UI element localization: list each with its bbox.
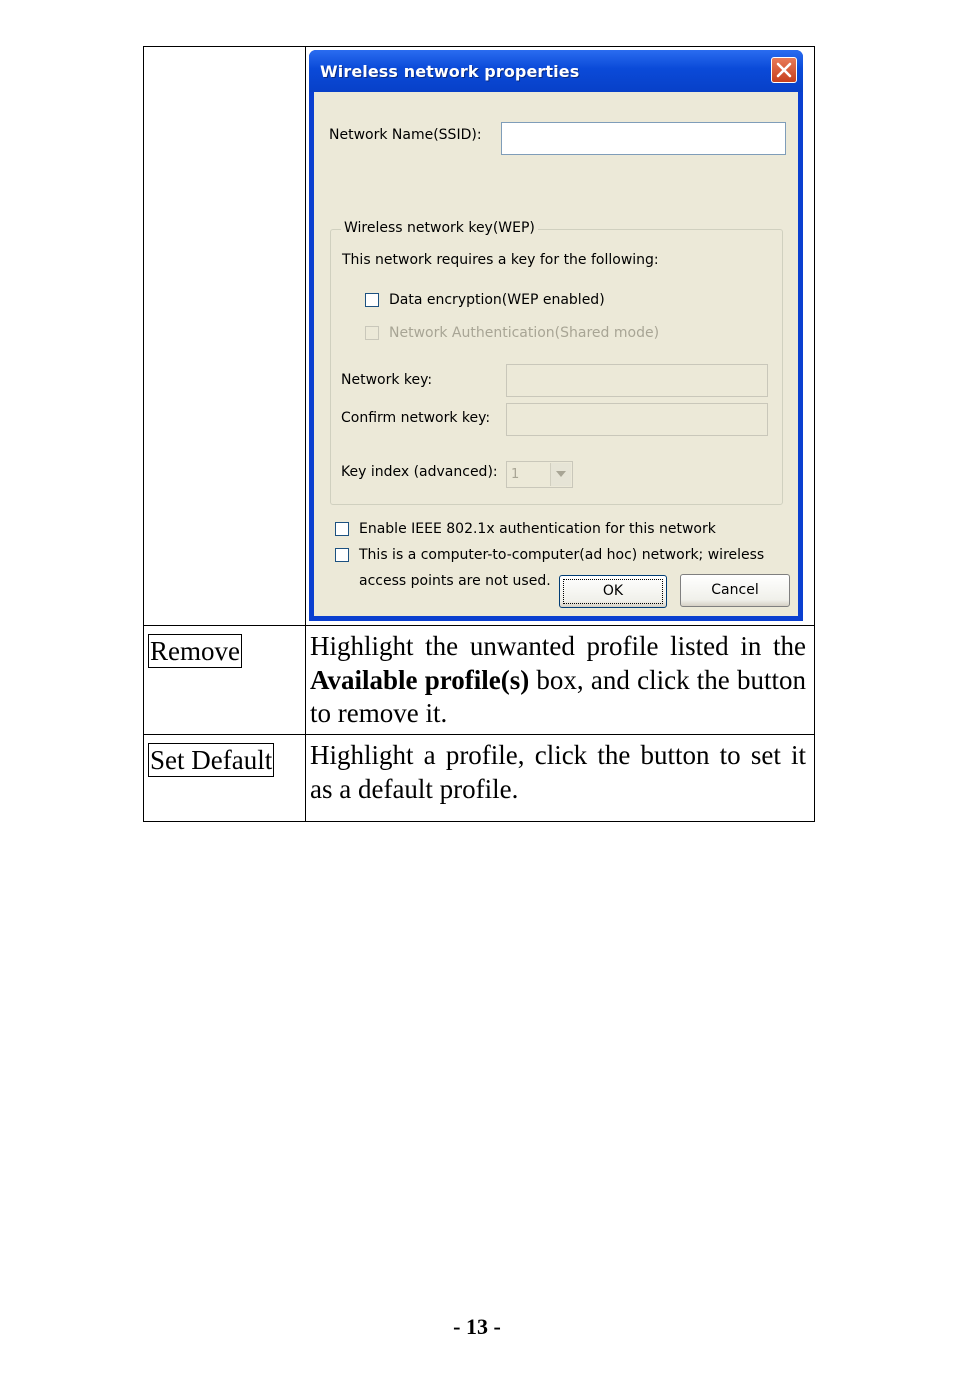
remove-description: [310, 630, 806, 731]
adhoc-checkbox[interactable]: [335, 548, 349, 562]
row-divider: [144, 734, 814, 735]
ok-label: OK: [602, 583, 624, 599]
ssid-input[interactable]: [501, 122, 786, 155]
wep-group-title: Wireless network key(WEP): [341, 220, 538, 236]
confirm-key-input[interactable]: [506, 403, 768, 436]
data-encryption-label: Data encryption(WEP enabled): [389, 292, 605, 308]
remove-desc-text-end: box, and click the button to remove it.: [310, 664, 806, 728]
key-index-dropdown-button[interactable]: [550, 463, 571, 486]
confirm-key-label: Confirm network key:: [341, 410, 491, 426]
adhoc-label-line2: access points are not used.: [359, 573, 551, 589]
dialog-client-area: [314, 92, 798, 616]
network-auth-label: Network Authentication(Shared mode): [389, 325, 660, 341]
remove-desc-text: Highlight the unwanted profile listed in the: [310, 631, 806, 661]
ok-button[interactable]: [559, 575, 667, 608]
set-default-button-label: Set Default: [150, 745, 273, 775]
set-default-description: Highlight a profile, click the button to set it as a default profile.: [310, 740, 806, 804]
requires-key-text: This network requires a key for the following:: [342, 252, 659, 268]
ieee-8021x-checkbox[interactable]: [335, 522, 349, 536]
data-encryption-checkbox[interactable]: [365, 293, 379, 307]
network-key-input[interactable]: [506, 364, 768, 397]
network-auth-checkbox[interactable]: [365, 326, 379, 340]
dialog-titlebar: [309, 50, 803, 92]
focus-rect: [563, 579, 663, 604]
row-divider: [144, 625, 814, 626]
available-profiles-term: Available profile(s): [310, 664, 530, 695]
key-index-label: Key index (advanced):: [341, 464, 498, 480]
cancel-button[interactable]: [680, 574, 790, 607]
key-index-value: 1: [511, 467, 520, 482]
dialog-title: Wireless network properties: [320, 62, 580, 81]
column-divider: [305, 47, 306, 821]
key-index-select[interactable]: [506, 461, 573, 488]
ieee-8021x-label: Enable IEEE 802.1x authentication for this network: [359, 521, 716, 537]
wireless-network-properties-dialog: [309, 50, 803, 621]
close-button[interactable]: [771, 57, 797, 83]
remove-button-label: Remove: [150, 636, 240, 666]
adhoc-label-line1: This is a computer-to-computer(ad hoc) network; wireless: [359, 547, 765, 563]
page-number: - 13 -: [453, 1314, 501, 1339]
cancel-label: Cancel: [711, 582, 759, 598]
network-key-label: Network key:: [341, 372, 433, 388]
ssid-label: Network Name(SSID):: [329, 127, 482, 143]
chevron-down-icon: [556, 471, 566, 477]
close-icon: [776, 62, 792, 78]
